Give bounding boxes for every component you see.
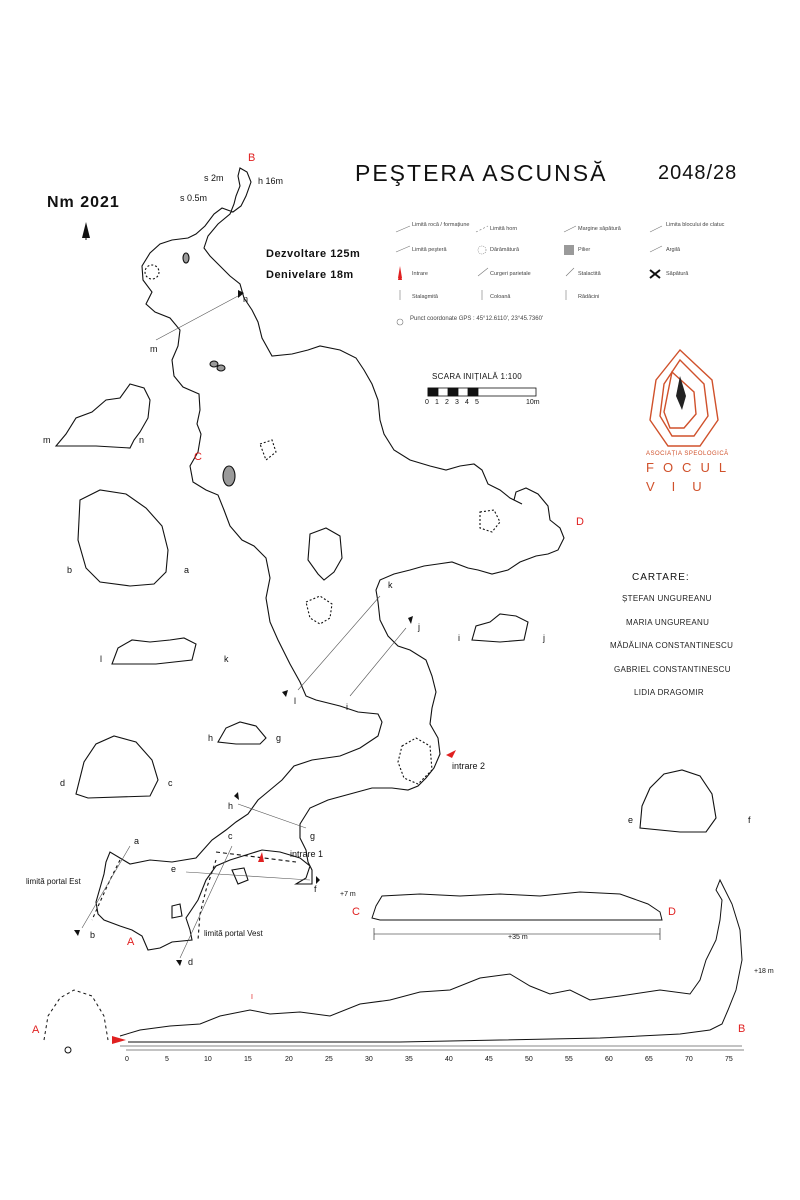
section-left-label: l <box>100 654 102 664</box>
legend-item: Dărâmătură <box>490 247 520 253</box>
section-right-label: j <box>543 633 545 643</box>
legend-item: Săpătură <box>666 271 689 277</box>
profile-ab-tick: 0 <box>125 1056 129 1063</box>
denivelation-stat: Denivelare 18m <box>266 269 354 281</box>
section-right-label: g <box>276 733 282 743</box>
legend-item: Pilier <box>578 247 591 253</box>
profile-ab-tick: 10 <box>204 1056 212 1063</box>
label-n: n <box>243 294 249 304</box>
credit-name: MĂDĂLINA CONSTANTINESCU <box>610 641 734 650</box>
label-d: d <box>188 957 194 967</box>
label-s2: s 2m <box>204 173 224 183</box>
legend-item: Limită peşteră <box>412 247 447 253</box>
section-right-label: n <box>139 435 145 445</box>
section-left-label: i <box>458 633 460 643</box>
scale-tick: 4 <box>465 399 469 406</box>
profile-ab-right: B <box>738 1023 746 1035</box>
label-portal-est: limită portal Est <box>26 877 81 886</box>
label-a-south: A <box>127 936 135 948</box>
legend-item: Limită horn <box>490 226 518 232</box>
section-left-label: m <box>43 435 51 445</box>
scale-tick: 3 <box>455 399 459 406</box>
section-left-label: e <box>628 815 634 825</box>
legend-item: Intrare <box>412 271 428 277</box>
profile-ab-tick: 40 <box>445 1056 453 1063</box>
label-intrare2: intrare 2 <box>452 761 486 771</box>
label-e: e <box>171 864 177 874</box>
legend-item: Coloană <box>490 294 511 300</box>
page-title: PEŞTERA ASCUNSĂ <box>355 160 608 186</box>
legend-item: Rădăcini <box>578 294 600 300</box>
label-d-east: D <box>576 516 584 528</box>
section-left-label: d <box>60 778 66 788</box>
profile-ab-tick: 30 <box>365 1056 373 1063</box>
focul-viu-logo <box>650 350 718 446</box>
profile-ab-left: A <box>32 1024 40 1036</box>
credit-name: GABRIEL CONSTANTINESCU <box>614 665 731 674</box>
label-portal-vest: limită portal Vest <box>204 929 263 938</box>
legend-item: Curgeri parietale <box>490 271 531 277</box>
label-s05: s 0.5m <box>180 193 208 203</box>
section-right-label: f <box>748 815 751 825</box>
legend-item: Stalagmită <box>412 294 438 300</box>
cave-code: 2048/28 <box>658 162 738 184</box>
profile-ab-tick: 65 <box>645 1056 653 1063</box>
profile-cd-height: +7 m <box>340 891 356 898</box>
scale-tick: 10m <box>526 399 540 406</box>
label-b-top: B <box>248 152 256 164</box>
profile-ab-tick: 50 <box>525 1056 533 1063</box>
label-l: l <box>294 696 296 706</box>
credit-name: MARIA UNGUREANU <box>626 618 710 627</box>
label-a: a <box>134 836 140 846</box>
profile-ab <box>44 880 742 1053</box>
plan-view <box>92 168 564 950</box>
label-intrare1: intrare 1 <box>290 849 324 859</box>
label-g: g <box>310 831 316 841</box>
scale-tick: 2 <box>445 399 449 406</box>
label-m: m <box>150 344 158 354</box>
profile-ab-tick: 70 <box>685 1056 693 1063</box>
profile-ab-tick: 20 <box>285 1056 293 1063</box>
label-c: c <box>228 831 233 841</box>
profile-cd-left: C <box>352 906 360 918</box>
credits-title: CARTARE: <box>632 572 690 583</box>
label-h: h <box>228 801 234 811</box>
label-c-mid: C <box>194 451 202 463</box>
logo-association: ASOCIAȚIA SPEOLOGICĂ <box>646 451 729 457</box>
scale-tick: 0 <box>425 399 429 406</box>
legend-item: Limita blocului de clatuc <box>666 222 725 228</box>
north-label: Nm 2021 <box>47 194 120 211</box>
scale-tick: 1 <box>435 399 439 406</box>
label-f: f <box>314 884 317 894</box>
legend-item: Stalactită <box>578 271 601 277</box>
gps-coordinates: Punct coordonate GPS : 45°12.6110', 23°45.7360' <box>410 316 544 322</box>
north-arrow-icon <box>82 222 90 240</box>
profile-ab-tick: 15 <box>244 1056 252 1063</box>
profile-ab-tick: 5 <box>165 1056 169 1063</box>
legend-item: Margine săpătură <box>578 226 621 232</box>
logo-focul: FOCUL <box>646 460 736 475</box>
cross-sections <box>56 384 716 832</box>
scale-tick: 5 <box>475 399 479 406</box>
section-right-label: c <box>168 778 173 788</box>
profile-ab-height: +18 m <box>754 968 774 975</box>
profile-ab-tick: 55 <box>565 1056 573 1063</box>
section-left-label: b <box>67 565 73 575</box>
profile-ab-tick: 35 <box>405 1056 413 1063</box>
profile-cd-right: D <box>668 906 676 918</box>
profile-ab-tick: 45 <box>485 1056 493 1063</box>
label-i: i <box>346 702 348 712</box>
label-k: k <box>388 580 393 590</box>
credit-name: LIDIA DRAGOMIR <box>634 688 704 697</box>
section-right-label: k <box>224 654 229 664</box>
profile-cd <box>372 892 662 940</box>
credit-name: ȘTEFAN UNGUREANU <box>622 594 712 603</box>
label-h16: h 16m <box>258 176 284 186</box>
logo-viu: VIU <box>646 479 719 494</box>
section-right-label: a <box>184 565 190 575</box>
profile-ab-tick: 60 <box>605 1056 613 1063</box>
profile-ab-tick: 25 <box>325 1056 333 1063</box>
profile-ab-mark: I <box>251 994 253 1001</box>
profile-cd-length: +35 m <box>508 934 528 941</box>
label-j: j <box>418 622 420 632</box>
scale-bar <box>428 388 536 396</box>
scale-title: SCARA INIȚIALĂ 1:100 <box>432 372 523 381</box>
legend-item: Argilă <box>666 247 681 253</box>
section-left-label: h <box>208 733 214 743</box>
development-stat: Dezvoltare 125m <box>266 248 361 260</box>
profile-ab-tick: 75 <box>725 1056 733 1063</box>
label-b: b <box>90 930 96 940</box>
legend-item: Limită rocă / formațiune <box>412 222 470 228</box>
